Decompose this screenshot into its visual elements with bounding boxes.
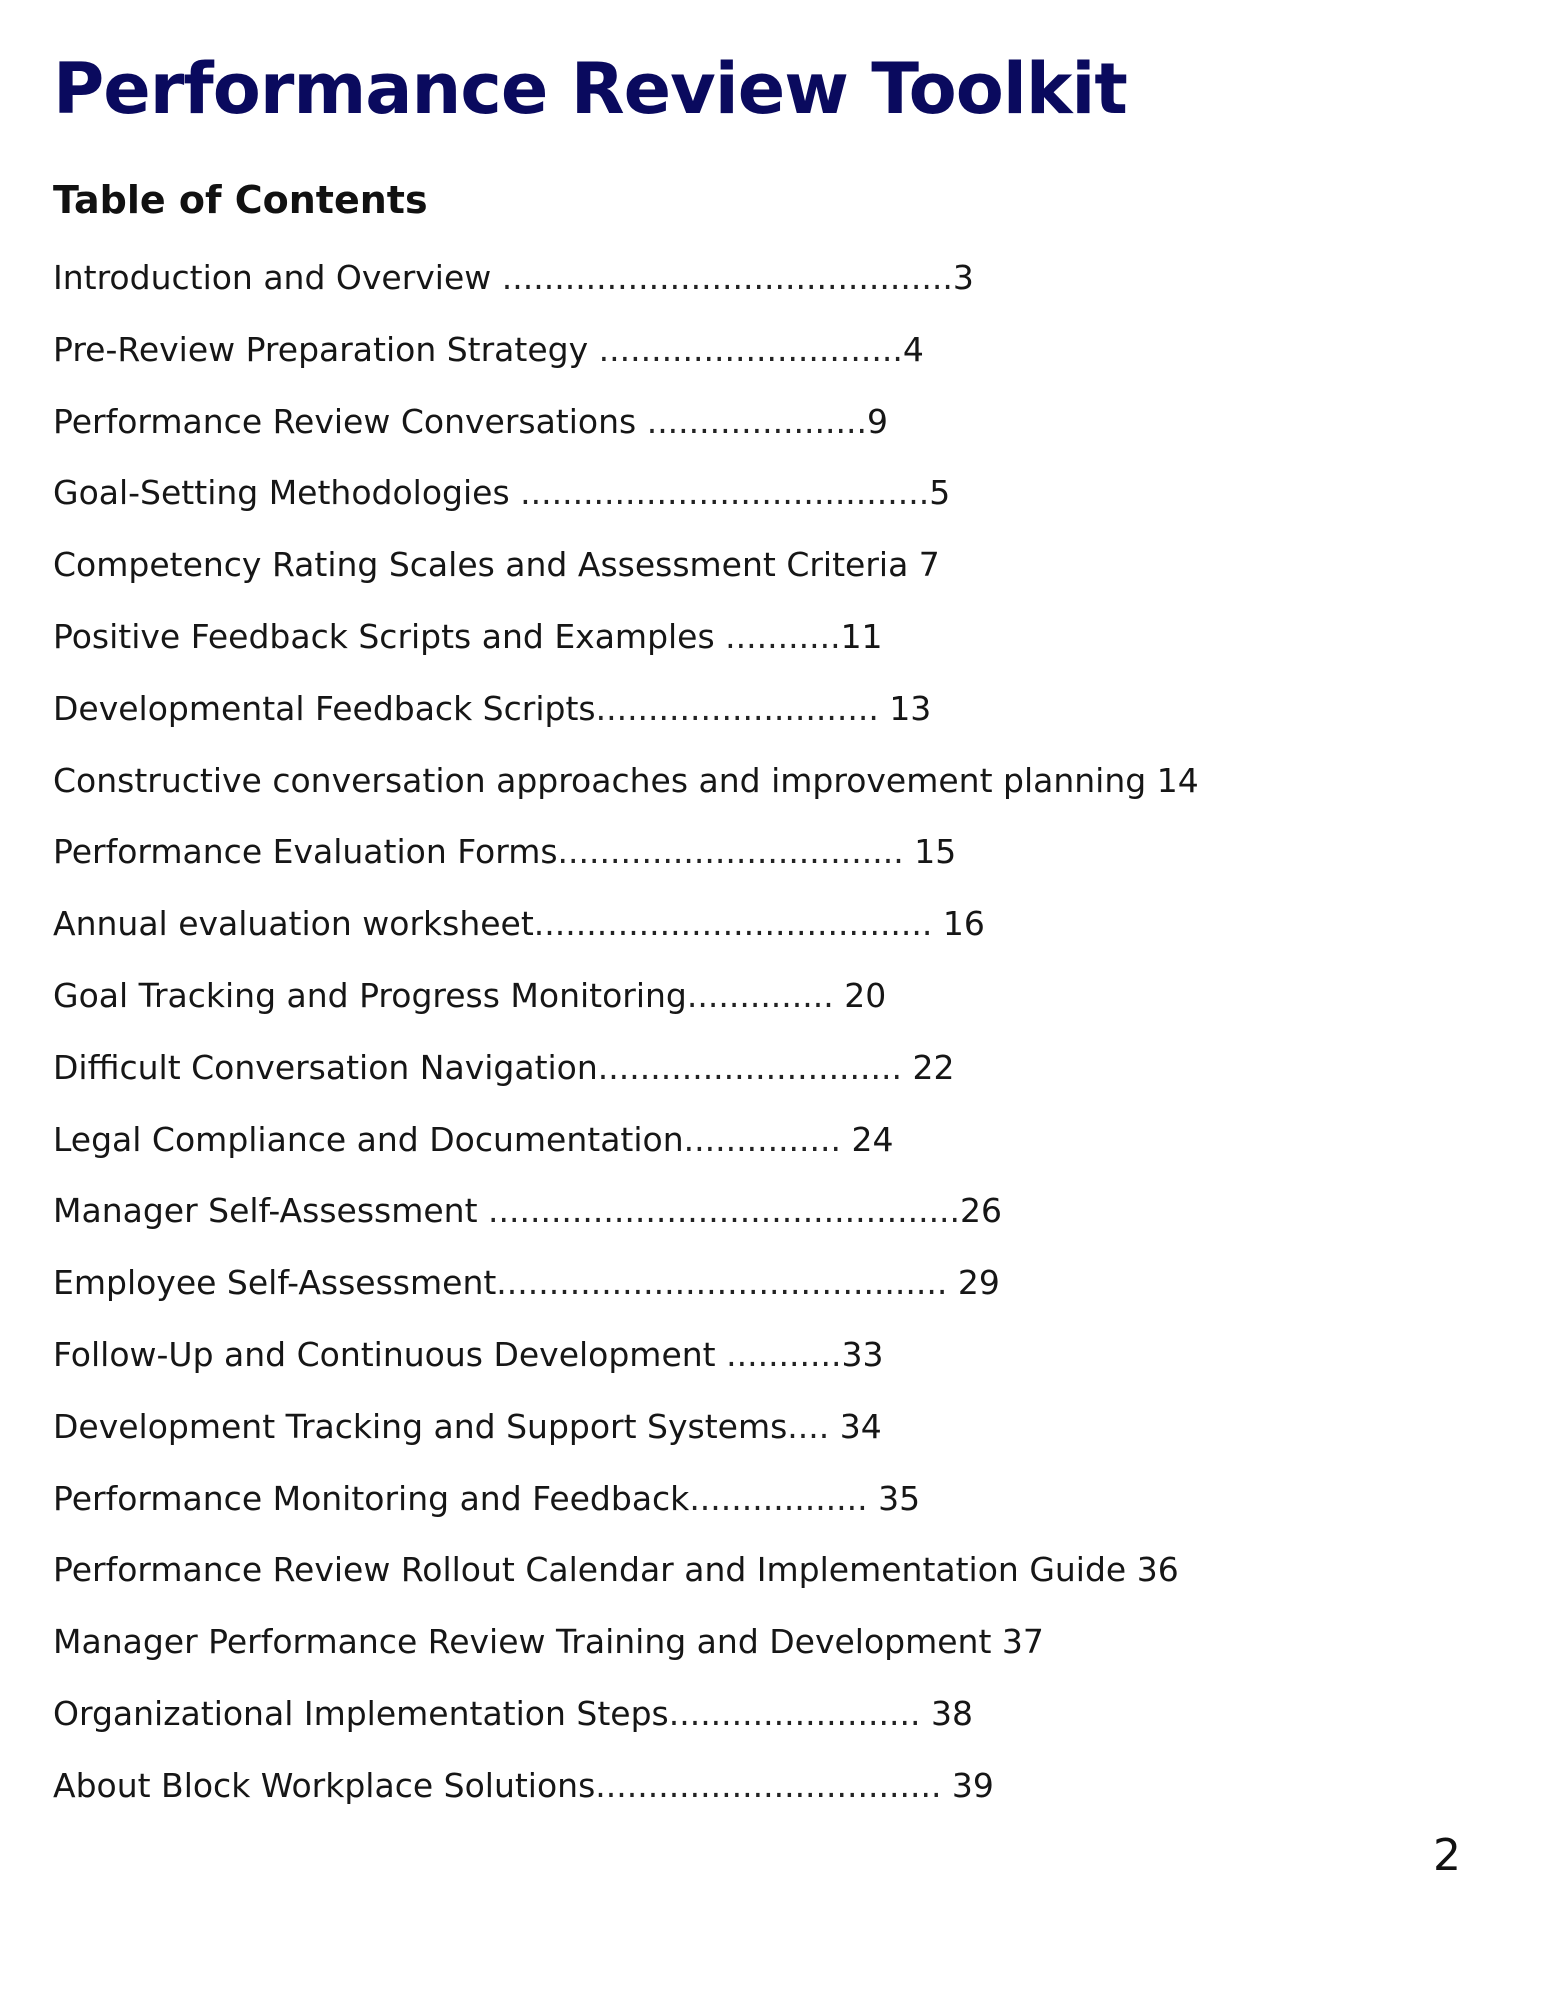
toc-entry-page: 26 — [960, 1191, 1003, 1231]
toc-entry-leader: ............................. — [597, 1047, 913, 1087]
toc-entry-annual-worksheet[interactable] — [53, 900, 1199, 972]
toc-entry-title: Positive Feedback Scripts and Examples — [53, 616, 726, 656]
toc-entry-title: Pre-Review Preparation Strategy — [53, 329, 599, 369]
toc-entry-page: 34 — [839, 1406, 882, 1446]
toc-entry-title: Annual evaluation worksheet — [53, 904, 534, 944]
toc-entry-page: 13 — [889, 688, 932, 728]
toc-entry-page: 29 — [957, 1263, 1000, 1303]
toc-entry-page: 37 — [1001, 1622, 1044, 1662]
toc-entry-rollout-calendar[interactable] — [53, 1546, 1199, 1618]
toc-entry-follow-up[interactable] — [53, 1331, 1199, 1403]
toc-entry-title: Manager Performance Review Training and Development — [53, 1622, 1002, 1662]
toc-entry-leader: ........................................... — [501, 258, 953, 297]
toc-entry-leader: ........... — [726, 1334, 842, 1374]
toc-entry-title: Manager Self-Assessment — [53, 1191, 488, 1231]
toc-entry-title: Development Tracking and Support Systems — [53, 1406, 788, 1446]
toc-entry-page: 22 — [912, 1047, 955, 1087]
toc-entry-development-tracking[interactable] — [53, 1403, 1199, 1475]
toc-entry-page: 14 — [1156, 760, 1199, 800]
toc-entry-goal-tracking[interactable] — [53, 972, 1199, 1044]
toc-entry-pre-review-preparation[interactable] — [53, 326, 1199, 398]
toc-entry-page: 3 — [952, 258, 974, 297]
toc-entry-leader: ................................. — [595, 1765, 952, 1805]
toc-entry-leader: .............. — [686, 975, 845, 1015]
page-number: 2 — [1433, 1830, 1461, 1881]
toc-entry-title: Goal-Setting Methodologies — [53, 473, 521, 513]
toc-entry-review-conversations[interactable] — [53, 398, 1199, 470]
toc-entry-legal-compliance[interactable] — [53, 1116, 1199, 1188]
toc-entry-leader: ........................................... — [496, 1263, 958, 1303]
toc-entry-title: Difficult Conversation Navigation — [53, 1047, 598, 1087]
toc-entry-page: 4 — [902, 329, 924, 369]
toc-entry-leader: ................................. — [557, 832, 915, 872]
toc-entry-manager-self-assessment[interactable] — [53, 1187, 1199, 1259]
toc-entry-implementation-steps[interactable] — [53, 1690, 1199, 1762]
toc-entry-leader: ............... — [683, 1119, 852, 1159]
toc-entry-positive-feedback[interactable] — [53, 613, 1199, 685]
toc-entry-page: 38 — [930, 1693, 973, 1733]
toc-entry-leader: ............................................. — [488, 1191, 961, 1231]
toc-entry-title: Performance Review Rollout Calendar and Implementation Guide — [53, 1550, 1137, 1590]
toc-entry-leader: ....................................... — [520, 473, 930, 513]
toc-entry-title: Employee Self-Assessment — [53, 1263, 497, 1303]
toc-entry-performance-monitoring[interactable] — [53, 1475, 1199, 1547]
toc-entry-title: About Block Workplace Solutions — [53, 1765, 596, 1805]
toc-entry-title: Follow-Up and Continuous Development — [53, 1334, 727, 1374]
toc-entry-constructive-conversation[interactable] — [53, 757, 1199, 829]
toc-entry-title: Organizational Implementation Steps — [53, 1693, 669, 1733]
toc-entry-leader: ........... — [725, 616, 841, 656]
toc-entry-employee-self-assessment[interactable] — [53, 1259, 1199, 1331]
toc-entry-page: 20 — [844, 975, 887, 1015]
toc-entry-about-block[interactable] — [53, 1762, 1199, 1834]
toc-entry-title: Performance Monitoring and Feedback — [53, 1478, 690, 1518]
toc-list — [53, 254, 1199, 1834]
document-title: Performance Review Toolkit — [53, 48, 1127, 130]
toc-entry-leader: ...................................... — [533, 904, 943, 944]
toc-entry-difficult-conversation[interactable] — [53, 1044, 1199, 1116]
toc-entry-page: 5 — [929, 473, 951, 513]
toc-entry-title: Competency Rating Scales and Assessment Criteria — [53, 545, 919, 585]
toc-entry-page: 15 — [914, 832, 957, 872]
toc-entry-introduction[interactable] — [53, 254, 1199, 326]
toc-heading: Table of Contents — [53, 178, 428, 222]
toc-entry-developmental-feedback[interactable] — [53, 685, 1199, 757]
toc-entry-page: 35 — [878, 1478, 921, 1518]
toc-entry-leader: ............................. — [598, 329, 903, 369]
toc-entry-page: 33 — [841, 1334, 884, 1374]
toc-entry-evaluation-forms[interactable] — [53, 828, 1199, 900]
toc-entry-goal-setting[interactable] — [53, 469, 1199, 541]
toc-entry-leader: .... — [787, 1406, 840, 1446]
toc-entry-title: Performance Review Conversations — [53, 401, 647, 441]
toc-entry-page: 11 — [840, 616, 883, 656]
toc-entry-title: Constructive conversation approaches and improvement planning — [53, 760, 1157, 800]
toc-entry-page: 39 — [951, 1765, 994, 1805]
toc-entry-leader: ..................... — [646, 401, 867, 441]
toc-entry-title: Introduction and Overview — [53, 258, 502, 297]
toc-entry-page: 7 — [918, 545, 940, 585]
toc-entry-title: Performance Evaluation Forms — [53, 832, 558, 872]
toc-entry-title: Goal Tracking and Progress Monitoring — [53, 975, 687, 1015]
toc-entry-leader: ................. — [689, 1478, 879, 1518]
toc-entry-leader: ........................ — [668, 1693, 931, 1733]
toc-entry-page: 16 — [942, 904, 985, 944]
toc-entry-title: Developmental Feedback Scripts — [53, 688, 596, 728]
toc-entry-page: 9 — [867, 401, 888, 441]
toc-entry-manager-training[interactable] — [53, 1618, 1199, 1690]
toc-entry-page: 36 — [1136, 1550, 1179, 1590]
toc-entry-leader: ........................... — [595, 688, 890, 728]
toc-entry-page: 24 — [851, 1119, 894, 1159]
toc-entry-competency-rating[interactable] — [53, 541, 1199, 613]
toc-entry-title: Legal Compliance and Documentation — [53, 1119, 684, 1159]
